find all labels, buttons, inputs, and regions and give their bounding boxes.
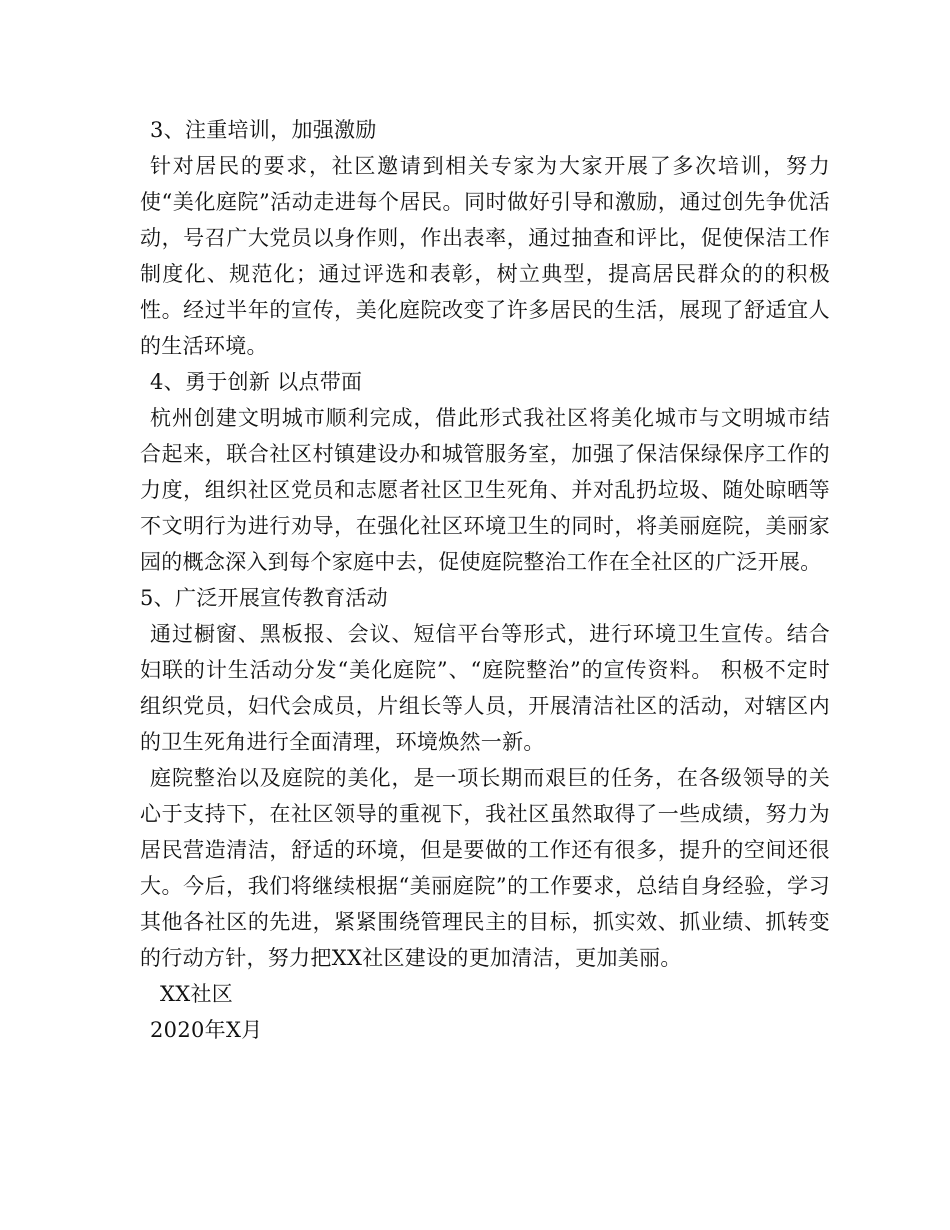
signature-date: 2020年X月 xyxy=(150,1018,263,1042)
document-content xyxy=(140,112,830,1048)
section5-heading: 5、广泛开展宣传教育活动 xyxy=(140,586,388,610)
signature-community: XX社区 xyxy=(160,982,234,1006)
section4-body: 杭州创建文明城市顺利完成，借此形式我社区将美化城市与文明城市结合起来，联合社区村镇建设办和城管服务室，加强了保洁保绿保序工作的力度，组织社区党员和志愿者社区卫生死角、并对乱扔垃圾、随处晾晒等不文明行为进行劝导，在强化社区环境卫生的同时，将美丽庭院，美丽家园的概念深入到每个家庭中去，促使庭院整治工作在全社区的广泛开展。 xyxy=(140,406,830,574)
section3-body: 针对居民的要求，社区邀请到相关专家为大家开展了多次培训，努力使“美化庭院”活动走进每个居民。同时做好引导和激励，通过创先争优活动，号召广大党员以身作则，作出表率，通过抽查和评比，促使保洁工作制度化、规范化；通过评选和表彰，树立典型，提高居民群众的的积极性。经过半年的宣传，美化庭院改变了许多居民的生活，展现了舒适宜人的生活环境。 xyxy=(140,154,830,358)
section5-body: 通过橱窗、黑板报、会议、短信平台等形式，进行环境卫生宣传。结合妇联的计生活动分发“美化庭院”、“庭院整治”的宣传资料。 积极不定时组织党员，妇代会成员，片组长等人员，开展清洁社区的活动，对辖区内的卫生死角进行全面清理，环境焕然一新。 xyxy=(140,622,830,754)
section3-heading: 3、注重培训，加强激励 xyxy=(150,118,377,142)
section4-heading: 4、勇于创新 以点带面 xyxy=(150,370,363,394)
conclusion-paragraph: 庭院整治以及庭院的美化，是一项长期而艰巨的任务，在各级领导的关心于支持下，在社区领导的重视下，我社区虽然取得了一些成绩，努力为居民营造清洁，舒适的环境，但是要做的工作还有很多，提升的空间还很大。今后，我们将继续根据“美丽庭院”的工作要求，总结自身经验，学习其他各社区的先进，紧紧围绕管理民主的目标，抓实效、抓业绩、抓转变的行动方针，努力把XX社区建设的更加清洁，更加美丽。 xyxy=(140,766,830,970)
